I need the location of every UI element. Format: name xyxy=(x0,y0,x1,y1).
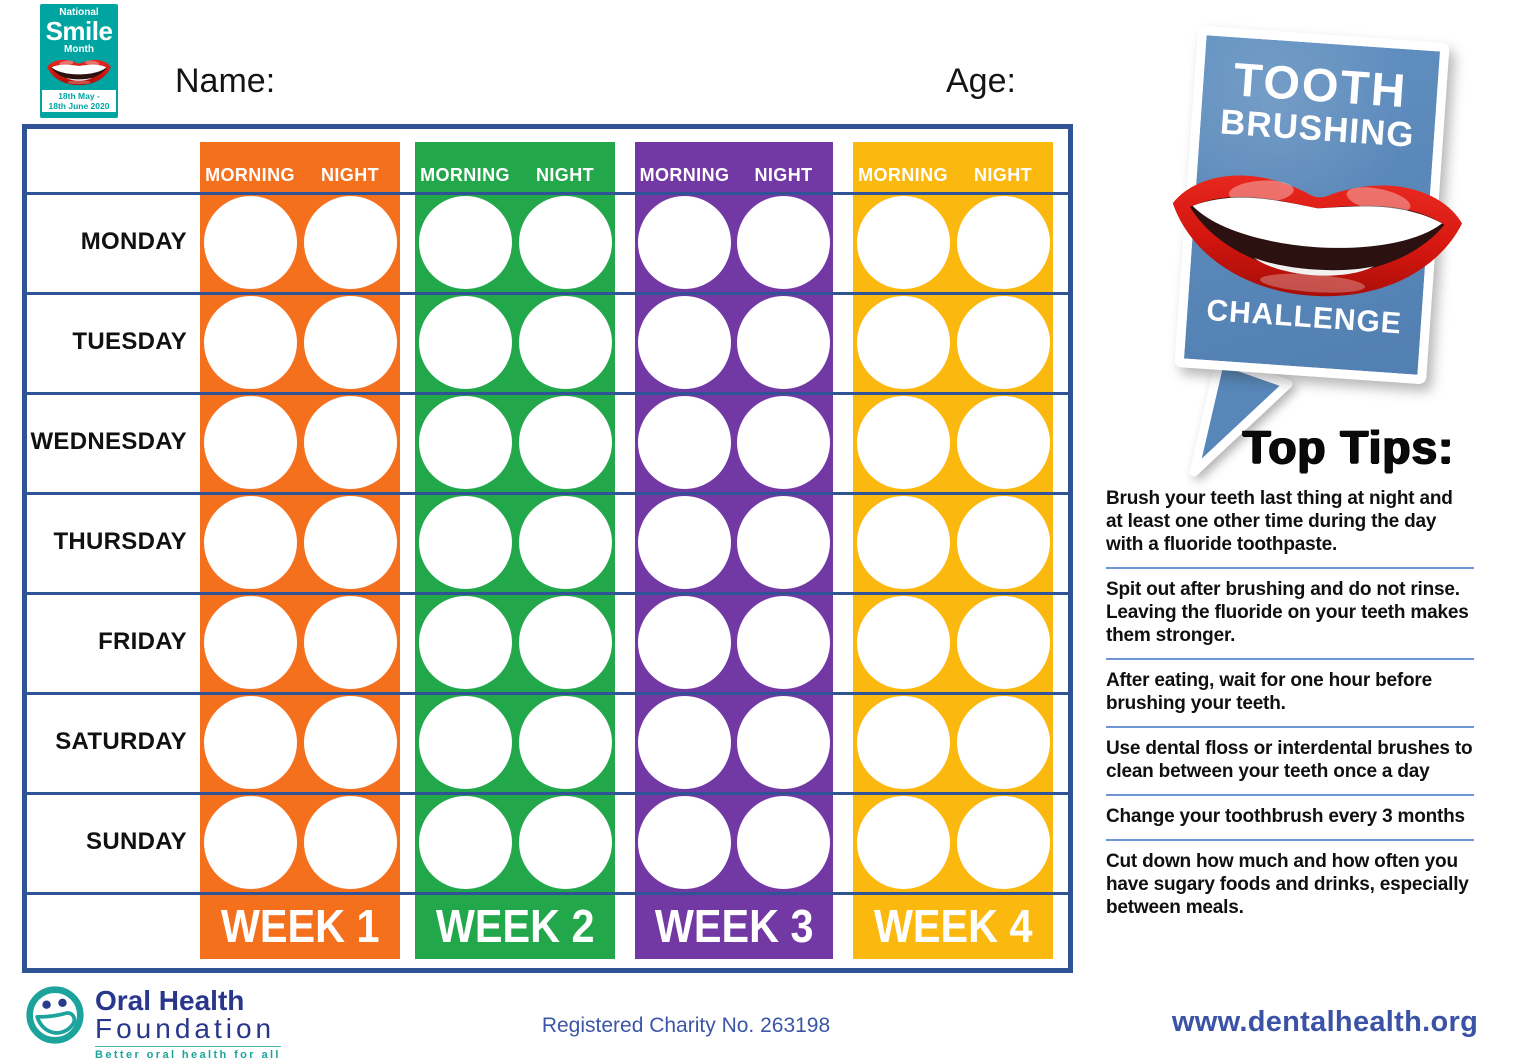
grid-line xyxy=(27,692,1068,695)
grid-line xyxy=(27,192,1068,195)
org-tagline: Better oral health for all xyxy=(95,1049,281,1061)
brushing-circle xyxy=(519,796,612,889)
brushing-chart-grid xyxy=(27,129,1068,968)
night-slot xyxy=(734,792,833,892)
nsm-date-line2: 18th June 2020 xyxy=(48,100,110,111)
day-row xyxy=(200,192,400,292)
night-slot xyxy=(515,692,615,792)
day-row xyxy=(635,392,833,492)
tip-item: Brush your teeth last thing at night and at least one other time during the day with a fluoride toothpaste. xyxy=(1106,478,1474,569)
morning-slot xyxy=(853,792,953,892)
brushing-circle xyxy=(304,696,397,789)
night-header: NIGHT xyxy=(754,165,813,185)
day-row xyxy=(635,192,833,292)
week-footer xyxy=(200,892,400,959)
charity-number: Registered Charity No. 263198 xyxy=(541,1014,831,1037)
brushing-circle xyxy=(204,496,297,589)
morning-slot xyxy=(200,492,300,592)
brushing-circle xyxy=(638,396,731,489)
org-name-line1: Oral Health xyxy=(95,985,245,1016)
brushing-circle xyxy=(304,496,397,589)
morning-slot xyxy=(415,292,515,392)
oral-health-foundation-text xyxy=(95,985,281,1061)
morning-slot xyxy=(853,592,953,692)
night-slot xyxy=(300,292,400,392)
morning-slot xyxy=(415,792,515,892)
morning-slot xyxy=(415,392,515,492)
night-slot xyxy=(515,492,615,592)
brushing-circle xyxy=(419,596,512,689)
week-label: WEEK 1 xyxy=(220,899,380,952)
brushing-circle xyxy=(737,496,830,589)
brushing-circle xyxy=(519,196,612,289)
morning-slot xyxy=(415,692,515,792)
brushing-chart xyxy=(22,124,1073,973)
morning-header: MORNING xyxy=(639,165,730,185)
night-slot xyxy=(515,192,615,292)
nsm-month-text: Month xyxy=(64,44,94,55)
night-slot xyxy=(300,592,400,692)
org-name-line2: Foundation xyxy=(95,1013,276,1044)
tip-item: After eating, wait for one hour before brushing your teeth. xyxy=(1106,660,1474,728)
day-row xyxy=(200,292,400,392)
brushing-circle xyxy=(957,796,1050,889)
brushing-circle xyxy=(957,296,1050,389)
brushing-circle xyxy=(638,596,731,689)
brushing-circle xyxy=(204,296,297,389)
brushing-circle xyxy=(519,696,612,789)
day-row xyxy=(415,492,615,592)
brushing-circle xyxy=(419,496,512,589)
day-row xyxy=(853,292,1053,392)
night-slot xyxy=(515,592,615,692)
brushing-circle xyxy=(737,196,830,289)
day-label: WEDNESDAY xyxy=(30,428,187,455)
day-row xyxy=(853,192,1053,292)
week-footer xyxy=(415,892,615,959)
day-label: TUESDAY xyxy=(72,328,187,355)
morning-slot xyxy=(415,592,515,692)
morning-slot xyxy=(200,292,300,392)
speech-bubble xyxy=(1174,26,1449,385)
week-label: WEEK 2 xyxy=(435,899,595,952)
brushing-circle xyxy=(857,496,950,589)
week-footer xyxy=(853,892,1053,959)
morning-slot xyxy=(853,692,953,792)
night-header: NIGHT xyxy=(974,165,1032,185)
night-slot xyxy=(734,492,833,592)
day-label: FRIDAY xyxy=(98,628,187,655)
brushing-circle xyxy=(857,396,950,489)
brushing-circle xyxy=(304,396,397,489)
night-slot xyxy=(515,292,615,392)
brushing-circle xyxy=(857,696,950,789)
night-slot xyxy=(300,692,400,792)
brushing-circle xyxy=(519,596,612,689)
night-slot xyxy=(953,792,1053,892)
day-row xyxy=(853,392,1053,492)
week-label: WEEK 4 xyxy=(873,899,1033,952)
logo-challenge-text: CHALLENGE xyxy=(1205,293,1403,341)
day-label: THURSDAY xyxy=(53,528,187,555)
brushing-circle xyxy=(737,396,830,489)
oral-health-foundation-logo xyxy=(25,985,281,1061)
day-row xyxy=(415,192,615,292)
top-tips-heading: Top Tips: xyxy=(1242,421,1455,473)
brushing-circle xyxy=(737,696,830,789)
name-label: Name: xyxy=(175,62,276,100)
brushing-circle xyxy=(419,196,512,289)
day-row xyxy=(200,392,400,492)
brushing-circle xyxy=(638,796,731,889)
tip-item: Change your toothbrush every 3 months xyxy=(1106,796,1474,841)
night-slot xyxy=(953,192,1053,292)
day-row xyxy=(415,692,615,792)
morning-slot xyxy=(200,592,300,692)
night-slot xyxy=(734,292,833,392)
brushing-circle xyxy=(204,696,297,789)
night-slot xyxy=(734,592,833,692)
morning-slot xyxy=(853,392,953,492)
brushing-circle xyxy=(519,296,612,389)
smiley-face-icon xyxy=(25,985,85,1045)
day-label: SUNDAY xyxy=(86,828,187,855)
week-column-3 xyxy=(635,142,833,959)
morning-slot xyxy=(415,492,515,592)
brushing-circle xyxy=(304,296,397,389)
brushing-circle xyxy=(857,596,950,689)
night-slot xyxy=(300,392,400,492)
morning-header: MORNING xyxy=(205,165,295,185)
brushing-circle xyxy=(304,596,397,689)
day-row xyxy=(415,792,615,892)
tip-item: Cut down how much and how often you have sugary foods and drinks, especially between meals. xyxy=(1106,851,1469,918)
night-header: NIGHT xyxy=(536,165,594,185)
brushing-circle xyxy=(857,796,950,889)
day-row xyxy=(853,692,1053,792)
week-column-1 xyxy=(200,142,400,959)
brushing-circle xyxy=(638,196,731,289)
day-row xyxy=(635,692,833,792)
morning-slot xyxy=(635,292,734,392)
brushing-circle xyxy=(857,196,950,289)
morning-slot xyxy=(635,692,734,792)
day-row xyxy=(635,592,833,692)
day-row xyxy=(200,692,400,792)
morning-slot xyxy=(415,192,515,292)
grid-line xyxy=(27,892,1068,895)
day-row xyxy=(635,792,833,892)
day-row xyxy=(200,792,400,892)
logo-brushing-text: BRUSHING xyxy=(1218,102,1416,155)
brushing-circle xyxy=(304,796,397,889)
brushing-circle xyxy=(957,496,1050,589)
morning-header: MORNING xyxy=(858,165,948,185)
grid-line xyxy=(27,592,1068,595)
morning-slot xyxy=(200,792,300,892)
logo-divider xyxy=(95,1046,281,1047)
brushing-circle xyxy=(304,196,397,289)
night-slot xyxy=(953,692,1053,792)
day-row xyxy=(415,592,615,692)
logo-tooth-text: TOOTH xyxy=(1231,52,1409,118)
top-tips-list xyxy=(1106,478,1474,930)
day-row xyxy=(200,492,400,592)
tip-item: Use dental floss or interdental brushes to clean between your teeth once a day xyxy=(1106,728,1474,796)
website-link[interactable]: www.dentalhealth.org xyxy=(1171,1006,1479,1038)
brushing-circle xyxy=(419,296,512,389)
age-label: Age: xyxy=(946,62,1016,100)
nsm-national-text: National xyxy=(59,7,99,18)
night-slot xyxy=(953,592,1053,692)
night-slot xyxy=(515,792,615,892)
nsm-smile-text: Smile xyxy=(45,16,113,46)
brushing-circle xyxy=(957,696,1050,789)
brushing-circle xyxy=(957,196,1050,289)
day-label: MONDAY xyxy=(80,228,187,255)
brushing-circle xyxy=(419,796,512,889)
grid-line xyxy=(27,392,1068,395)
night-slot xyxy=(515,392,615,492)
night-slot xyxy=(300,192,400,292)
night-slot xyxy=(953,392,1053,492)
brushing-circle xyxy=(737,796,830,889)
day-row xyxy=(853,792,1053,892)
morning-slot xyxy=(635,392,734,492)
week-footer xyxy=(635,892,833,959)
brushing-circle xyxy=(204,596,297,689)
brushing-circle xyxy=(204,196,297,289)
column-header xyxy=(853,142,1053,192)
brushing-circle xyxy=(737,596,830,689)
brushing-circle xyxy=(204,396,297,489)
grid-line xyxy=(27,292,1068,295)
brushing-circle xyxy=(957,596,1050,689)
nsm-date-line1: 18th May - xyxy=(58,91,100,101)
morning-slot xyxy=(635,192,734,292)
grid-line xyxy=(27,792,1068,795)
smiling-lips-icon xyxy=(44,56,114,89)
day-row xyxy=(200,592,400,692)
night-slot xyxy=(734,392,833,492)
night-slot xyxy=(734,692,833,792)
brushing-circle xyxy=(519,396,612,489)
day-row xyxy=(853,492,1053,592)
day-row xyxy=(415,292,615,392)
night-header: NIGHT xyxy=(321,165,379,185)
column-header xyxy=(635,142,833,192)
morning-slot xyxy=(200,392,300,492)
brushing-circle xyxy=(519,496,612,589)
column-header xyxy=(200,142,400,192)
brushing-circle xyxy=(638,296,731,389)
morning-slot xyxy=(200,192,300,292)
brushing-circle xyxy=(638,496,731,589)
brushing-circle xyxy=(419,696,512,789)
day-row xyxy=(635,292,833,392)
morning-slot xyxy=(853,492,953,592)
night-slot xyxy=(300,492,400,592)
day-row xyxy=(635,492,833,592)
week-label: WEEK 3 xyxy=(654,899,814,952)
morning-slot xyxy=(635,492,734,592)
brushing-circle xyxy=(737,296,830,389)
night-slot xyxy=(734,192,833,292)
morning-slot xyxy=(635,592,734,692)
column-header xyxy=(415,142,615,192)
day-label: SATURDAY xyxy=(55,728,187,755)
day-row xyxy=(853,592,1053,692)
tip-item: Spit out after brushing and do not rinse. Leaving the fluoride on your teeth makes them stronger. xyxy=(1106,569,1474,660)
morning-slot xyxy=(853,192,953,292)
week-column-2 xyxy=(415,142,615,959)
brushing-circle xyxy=(957,396,1050,489)
week-column-4 xyxy=(853,142,1053,959)
night-slot xyxy=(953,292,1053,392)
morning-slot xyxy=(853,292,953,392)
night-slot xyxy=(953,492,1053,592)
brushing-circle xyxy=(857,296,950,389)
morning-slot xyxy=(200,692,300,792)
morning-header: MORNING xyxy=(420,165,510,185)
morning-slot xyxy=(635,792,734,892)
brushing-circle xyxy=(419,396,512,489)
tooth-brushing-challenge-logo xyxy=(1178,26,1468,476)
brushing-circle xyxy=(204,796,297,889)
day-labels-column xyxy=(27,192,195,892)
grid-line xyxy=(27,492,1068,495)
day-row xyxy=(415,392,615,492)
national-smile-month-logo xyxy=(40,4,118,118)
brushing-circle xyxy=(638,696,731,789)
nsm-dates xyxy=(42,90,116,112)
night-slot xyxy=(300,792,400,892)
